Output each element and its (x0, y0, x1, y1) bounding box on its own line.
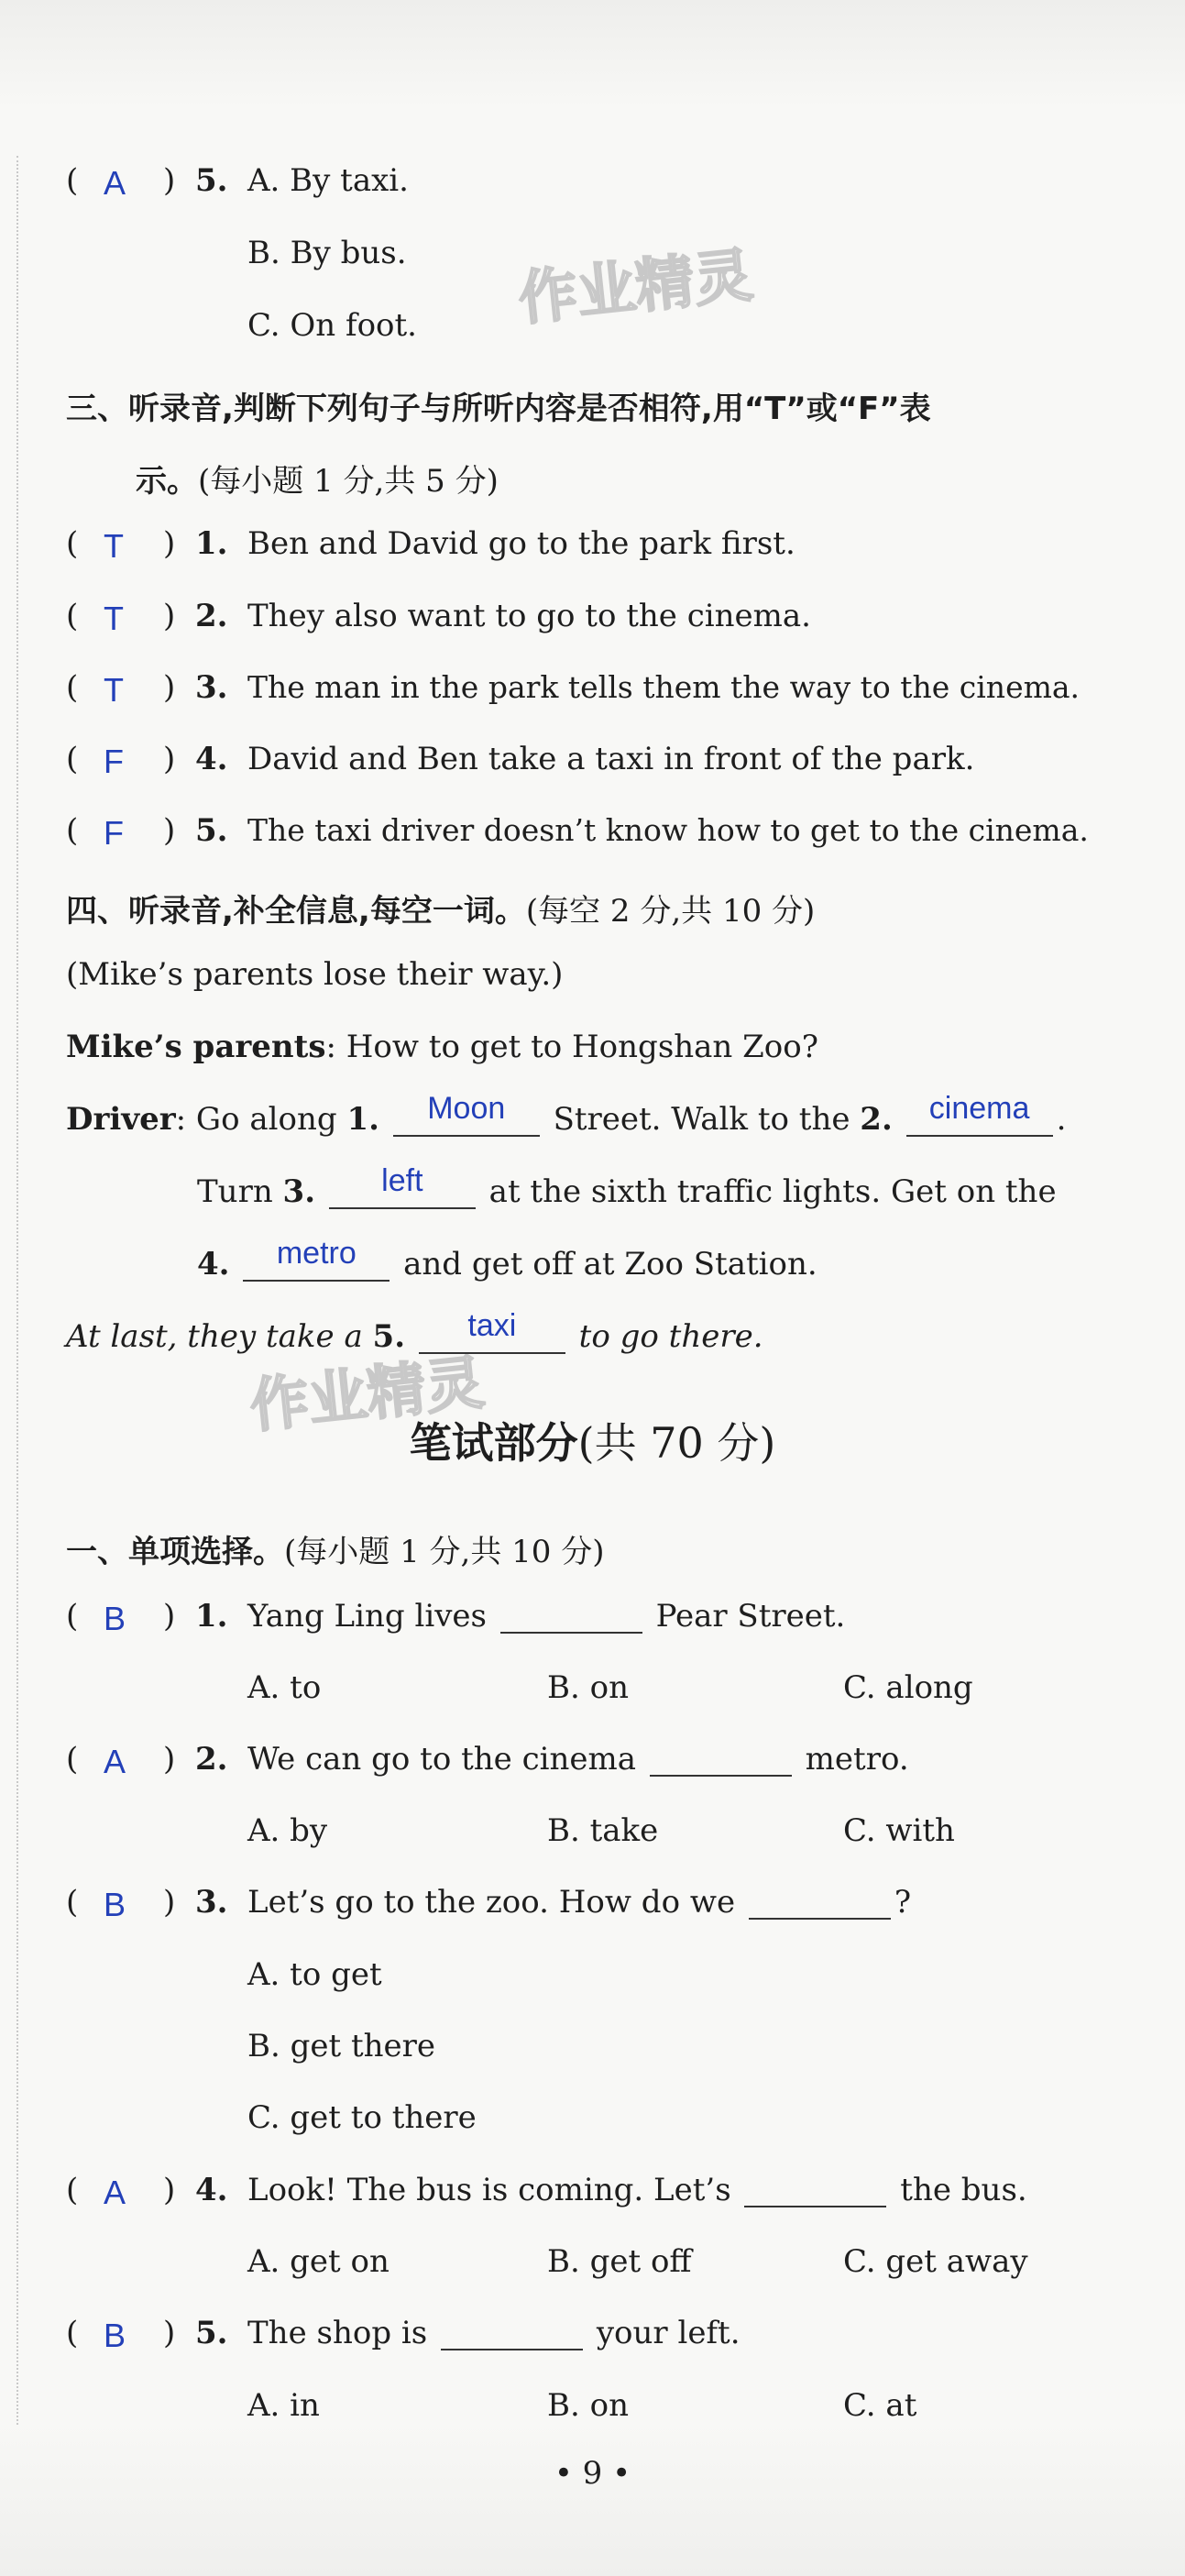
blank-2: cinema (906, 1104, 1053, 1137)
answer-mark: B (104, 2317, 126, 2354)
answer-mark: A (104, 2174, 126, 2211)
worksheet-page: 作业精灵 作业精灵 ( A ) 5. A. By taxi. B. By bus. C. On foot. 三、听录音,判断下列句子与所听内容是否相符,用“T”或“F”表 示。(每小题 1 分,共 5 分) ( T ) 1. Ben and David go to the park first. ( T ) 2. They also want to go to the cinema. ( T ) 3. The man in the park tells them the way to the cinema. ( F ) 4. David and Ben take a taxi in front of the park. ( F ) 5. The taxi driver doesn’t know how to get to the cinema. 四、听录音,补全信息,每空一词。(每空 2 分,共 10 分) (Mike’s parents lose their way.) Mike’s parents: How to get to Hongshan Zoo? Driver: Go along 1. Moon Street. Walk to the 2. cinema . Turn 3. left at the sixth traffic lights. Get on the 4. metro and get off at Zoo Station. At last, they take a 5. taxi to go there. 笔试部分(共 70 分) 一、单项选择。(每小题 1 分,共 10 分) ( B ) 1. Yang Ling lives Pear Street. A. to B. on C. along ( A ) 2. We can go to the cinema metro. A. by B. take C. with ( B ) 3. Let’s go to the zoo. How do we ? A. to get B. get there C. get to there ( A ) 4. Look! The bus is coming. Let’s the bus. A. get on B. get off C. get away ( B ) 5. The shop is your left. A. in B. on C. at • 9 • (0, 0, 1185, 2576)
blank-5: taxi (419, 1321, 565, 1354)
answer-mark: T (104, 671, 124, 709)
option-b: B. By bus. (247, 235, 407, 271)
answer-mark: B (104, 1886, 126, 1923)
answer-mark: T (104, 527, 124, 565)
dialogue-parents-line: Mike’s parents: How to get to Hongshan Zoo? (66, 1029, 818, 1065)
summary-line: At last, they take a 5. taxi to go there. (66, 1308, 763, 1355)
dialogue-driver-line-1: Driver: Go along 1. Moon Street. Walk to the 2. cinema . (66, 1091, 1067, 1138)
written-part-title: 笔试部分(共 70 分) (409, 1418, 776, 1468)
dialogue-driver-line-3: 4. metro and get off at Zoo Station. (197, 1236, 817, 1282)
blank-4: metro (243, 1249, 390, 1282)
section-4-heading: 四、听录音,补全信息,每空一词。(每空 2 分,共 10 分) (66, 893, 816, 930)
answer-mark: T (104, 600, 124, 637)
mc-item-3-option-c: C. get to there (247, 2099, 477, 2136)
answer-mark: A (104, 164, 126, 202)
section-1-heading: 一、单项选择。(每小题 1 分,共 10 分) (66, 1534, 605, 1570)
blank-1: Moon (393, 1104, 540, 1137)
dialogue-context: (Mike’s parents lose their way.) (66, 956, 564, 993)
option-c: C. On foot. (247, 307, 417, 344)
answer-mark: B (104, 1600, 126, 1637)
answer-mark: A (104, 1743, 126, 1780)
option-a: A. By taxi. (247, 162, 409, 199)
section-3-heading: 三、听录音,判断下列句子与所听内容是否相符,用“T”或“F”表 (66, 391, 931, 427)
dialogue-driver-line-2: Turn 3. left at the sixth traffic lights. Get on the (197, 1163, 1057, 1210)
watermark-middle: 作业精灵 (247, 1349, 488, 1442)
mc-item-3-option-b: B. get there (247, 2028, 436, 2064)
answer-mark: F (104, 814, 124, 852)
blank-3: left (329, 1176, 476, 1209)
watermark-top: 作业精灵 (515, 241, 756, 335)
answer-mark: F (104, 743, 124, 780)
page-number: • 9 • (554, 2455, 631, 2492)
margin-divider (16, 156, 18, 2425)
mc-item-3-option-a: A. to get (247, 1956, 382, 1993)
section-3-heading-cont: 示。(每小题 1 分,共 5 分) (136, 463, 499, 500)
